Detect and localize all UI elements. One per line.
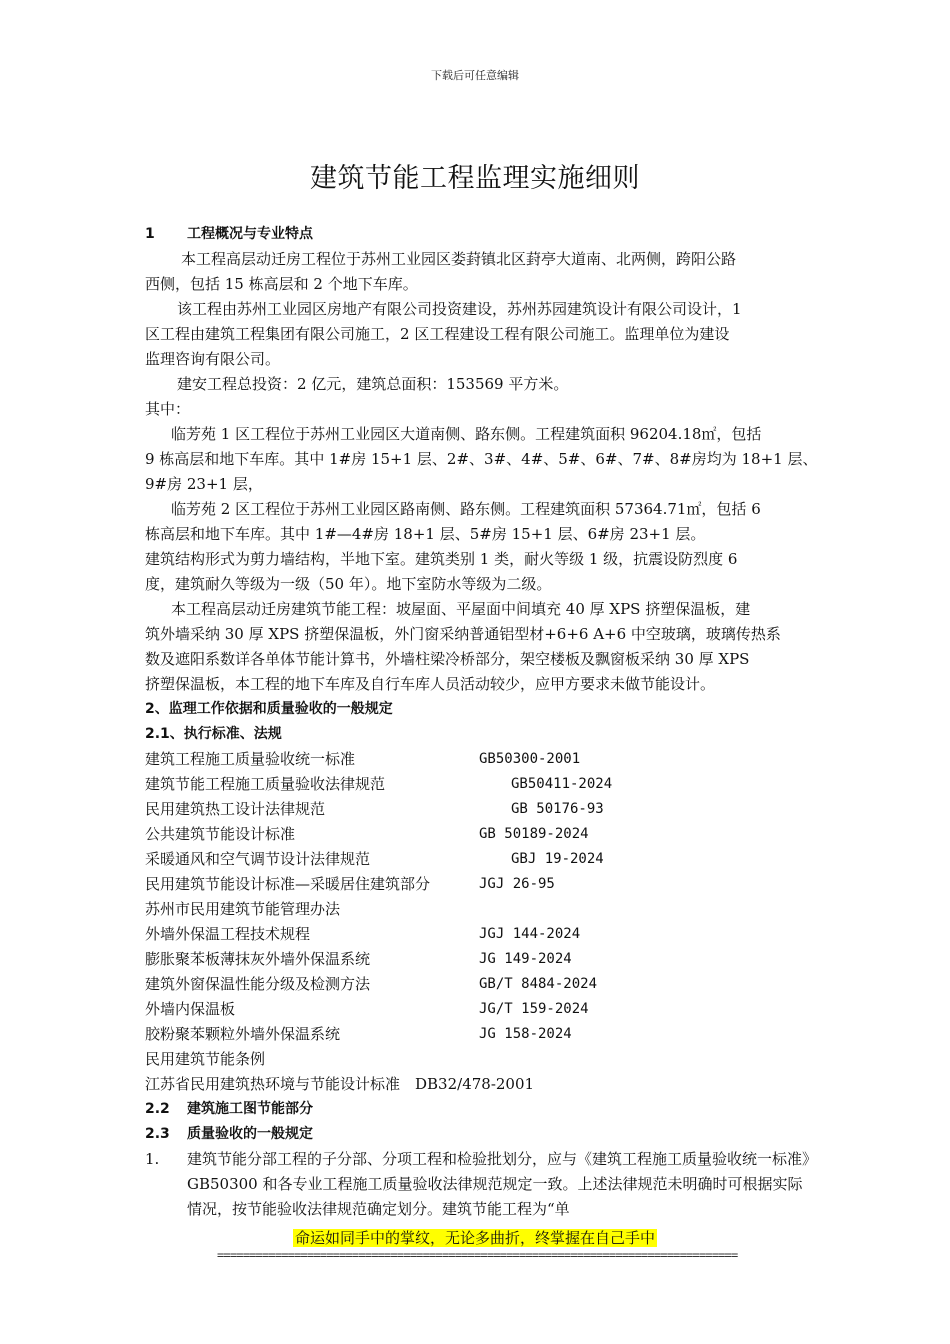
footer-quote-text: 命运如同手中的掌纹，无论多曲折，终掌握在自己手中 [294,1229,655,1247]
standard-code: JG/T 159-2024 [479,1001,589,1017]
standard-code: JG 158-2024 [479,1026,572,1042]
standard-name: 建筑外窗保温性能分级及检测方法 [145,975,371,993]
standard-name: 建筑工程施工质量验收统一标准 [145,750,356,768]
standard-code: GB50300-2001 [479,751,581,767]
standard-row [145,747,817,772]
paragraph-line: 区工程由建筑工程集团有限公司施工，2 区工程建设工程有限公司施工。监理单位为建设 [145,325,730,343]
paragraph-line: 建筑结构形式为剪力墙结构，半地下室。建筑类别 1 类，耐火等级 1 级，抗震设防烈度 6 [145,550,738,568]
subsection-title: 质量验收的一般规定 [187,1126,313,1142]
paragraph-line: 本工程高层动迁房建筑节能工程：坡屋面、平屋面中间填充 40 厚 XPS 挤塑保温板，建 [171,600,751,618]
paragraph-line: 筑外墙采纳 30 厚 XPS 挤塑保温板，外门窗采纳普通铝型材+6+6 A+6 中空玻璃，玻璃传热系 [145,625,781,643]
standard-row [145,922,817,947]
standard-row [145,972,817,997]
standard-row [145,847,817,872]
standard-row [145,997,817,1022]
standard-name: 民用建筑热工设计法律规范 [145,800,326,818]
list-item [145,1147,817,1222]
footer-divider: ================================================================================= [217,1248,738,1262]
standard-code: GB/T 8484-2024 [479,976,598,992]
standard-name: 外墙外保温工程技术规程 [145,925,311,943]
standard-name: 公共建筑节能设计标准 [145,825,296,843]
paragraph-line: 西侧，包括 15 栋高层和 2 个地下车库。 [145,275,418,293]
paragraph-line: 9#房 23+1 层， [145,475,263,493]
paragraph-line: 数及遮阳系数详各单体节能计算书，外墙柱梁冷桥部分，架空楼板及飘窗板采纳 30 厚 XPS [145,650,750,668]
standard-row: 江苏省民用建筑热环境与节能设计标准 DB32/478-2001 [145,1075,535,1093]
standard-row [145,797,817,822]
header-note: 下载后可任意编辑 [431,69,519,82]
section-1-heading [145,222,817,247]
subsection-number: 2.2 [145,1101,170,1117]
paragraph-line: 该工程由苏州工业园区房地产有限公司投资建设，苏州苏园建筑设计有限公司设计，1 [177,300,742,318]
standard-name: 苏州市民用建筑节能管理办法 [145,900,341,918]
section-2-heading: 2、监理工作依据和质量验收的一般规定 [145,701,393,717]
paragraph-line: 监理咨询有限公司。 [145,350,281,368]
paragraph-line: 临芳苑 1 区工程位于苏州工业园区大道南侧、路东侧。工程建筑面积 96204.18㎡，包括 [171,425,762,443]
standard-code: GB50411-2024 [511,776,613,792]
paragraph-line: 度，建筑耐久等级为一级（50 年）。地下室防水等级为二级。 [145,575,552,593]
paragraph-line: 其中： [145,400,191,418]
standard-row [145,1047,817,1072]
list-text: 建筑节能分部工程的子分部、分项工程和检验批划分，应与《建筑工程施工质量验收统一标准》GB50300 和各专业工程施工质量验收法律规范规定一致。上述法律规范未明确时可根据实际情况，按节能验收法律规范确定划分。建筑节能工程为“单 [187,1150,818,1218]
standard-name: 膨胀聚苯板薄抹灰外墙外保温系统 [145,950,371,968]
subsection-2-2-heading [145,1097,817,1122]
list-number: 1. [145,1150,160,1168]
standard-row [145,897,817,922]
paragraph-line: 挤塑保温板，本工程的地下车库及自行车库人员活动较少，应甲方要求未做节能设计。 [145,675,716,693]
section-title: 工程概况与专业特点 [187,226,313,242]
paragraph-line: 栋高层和地下车库。其中 1#—4#房 18+1 层、5#房 15+1 层、6#房 23+1 层。 [145,525,706,543]
standard-row [145,1022,817,1047]
standard-code: JG 149-2024 [479,951,572,967]
standard-code: JGJ 26-95 [479,876,555,892]
standard-row [145,822,817,847]
standard-row [145,872,817,897]
subsection-number: 2.3 [145,1126,170,1142]
paragraph-line: 临芳苑 2 区工程位于苏州工业园区路南侧、路东侧。工程建筑面积 57364.71㎡，包括 6 [171,500,761,518]
standard-row [145,772,817,797]
standard-name: 建筑节能工程施工质量验收法律规范 [145,775,386,793]
standard-name: 民用建筑节能设计标准—采暖居住建筑部分 [145,875,431,893]
standard-code: GB 50176-93 [511,801,604,817]
document-title: 建筑节能工程监理实施细则 [310,163,640,194]
standards-list [145,747,817,1072]
section-number: 1 [145,226,155,242]
standard-code: GBJ 19-2024 [511,851,604,867]
paragraph-line: 建安工程总投资：2 亿元，建筑总面积：153569 平方米。 [177,375,569,393]
subsection-2-1-heading: 2.1、执行标准、法规 [145,726,282,742]
standard-code: GB 50189-2024 [479,826,589,842]
standard-row [145,947,817,972]
standard-name: 民用建筑节能条例 [145,1050,266,1068]
standard-name: 采暖通风和空气调节设计法律规范 [145,850,371,868]
subsection-2-3-heading [145,1122,817,1147]
paragraph-line: 9 栋高层和地下车库。其中 1#房 15+1 层、2#、3#、4#、5#、6#、7#、8#房均为 18+1 层、 [145,450,818,468]
subsection-title: 建筑施工图节能部分 [187,1101,313,1117]
standard-name: 胶粉聚苯颗粒外墙外保温系统 [145,1025,341,1043]
standard-code: JGJ 144-2024 [479,926,581,942]
paragraph-line: 本工程高层动迁房工程位于苏州工业园区娄葑镇北区葑亭大道南、北两侧，跨阳公路 [181,250,737,268]
document-body [145,222,817,1222]
footer-quote [0,1227,950,1248]
standard-name: 外墙内保温板 [145,1000,236,1018]
